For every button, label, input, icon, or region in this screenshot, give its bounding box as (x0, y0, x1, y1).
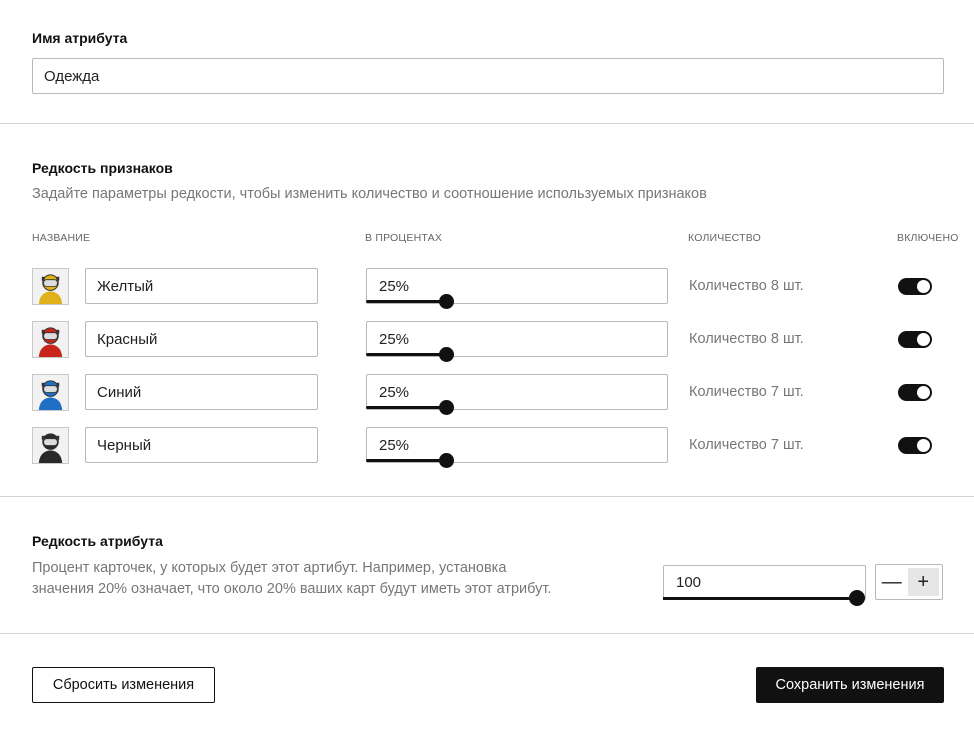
trait-name-input[interactable]: Черный (85, 427, 318, 463)
attribute-rarity-slider-track (663, 597, 857, 600)
trait-percent-slider-handle[interactable] (439, 453, 454, 468)
trait-percent-slider-track (366, 300, 446, 303)
column-header-percent: В ПРОЦЕНТАХ (365, 232, 443, 244)
column-header-quantity: КОЛИЧЕСТВО (688, 232, 761, 244)
trait-percent-input[interactable]: 25% (366, 374, 668, 410)
attribute-rarity-title: Редкость атрибута (32, 533, 163, 549)
traits-title: Редкость признаков (32, 160, 173, 176)
trait-quantity: Количество 8 шт. (689, 278, 804, 294)
trait-percent-slider-handle[interactable] (439, 347, 454, 362)
column-header-enabled: ВКЛЮЧЕНО (897, 232, 959, 244)
trait-percent-input[interactable]: 25% (366, 268, 668, 304)
column-header-name: НАЗВАНИЕ (32, 232, 91, 244)
trait-enabled-toggle[interactable] (898, 278, 932, 295)
trait-row (0, 268, 974, 306)
decrement-button[interactable]: — (881, 570, 902, 593)
trait-row (0, 427, 974, 465)
trait-enabled-toggle[interactable] (898, 437, 932, 454)
traits-subtitle: Задайте параметры редкости, чтобы изменить количество и соотношение используемых признаков (32, 186, 707, 202)
trait-percent-slider-track (366, 353, 446, 356)
yellow-character-icon (32, 268, 69, 305)
trait-percent-slider-track (366, 406, 446, 409)
trait-percent-slider-track (366, 459, 446, 462)
trait-percent-input[interactable]: 25% (366, 427, 668, 463)
divider (0, 633, 974, 634)
trait-row (0, 374, 974, 412)
trait-enabled-toggle[interactable] (898, 384, 932, 401)
trait-row (0, 321, 974, 359)
trait-enabled-toggle[interactable] (898, 331, 932, 348)
trait-name-input[interactable]: Синий (85, 374, 318, 410)
trait-percent-slider-handle[interactable] (439, 400, 454, 415)
attribute-rarity-description-line2: значения 20% означает, что около 20% ваших карт будут иметь этот атрибут. (32, 581, 552, 597)
trait-quantity: Количество 8 шт. (689, 331, 804, 347)
black-character-icon (32, 427, 69, 464)
divider (0, 123, 974, 124)
red-character-icon (32, 321, 69, 358)
save-changes-button[interactable]: Сохранить изменения (756, 667, 944, 703)
attribute-rarity-slider-handle[interactable] (849, 590, 865, 606)
blue-character-icon (32, 374, 69, 411)
reset-changes-button[interactable]: Сбросить изменения (32, 667, 215, 703)
trait-name-input[interactable]: Красный (85, 321, 318, 357)
trait-percent-slider-handle[interactable] (439, 294, 454, 309)
divider (0, 496, 974, 497)
attribute-name-label: Имя атрибута (32, 30, 128, 46)
attribute-name-input[interactable]: Одежда (32, 58, 944, 94)
attribute-rarity-stepper (875, 564, 943, 600)
trait-name-input[interactable]: Желтый (85, 268, 318, 304)
attribute-rarity-input[interactable]: 100 (663, 565, 866, 600)
trait-quantity: Количество 7 шт. (689, 437, 804, 453)
trait-quantity: Количество 7 шт. (689, 384, 804, 400)
increment-button[interactable]: + (908, 568, 940, 596)
trait-percent-input[interactable]: 25% (366, 321, 668, 357)
attribute-rarity-description-line1: Процент карточек, у которых будет этот артибут. Например, установка (32, 560, 507, 576)
